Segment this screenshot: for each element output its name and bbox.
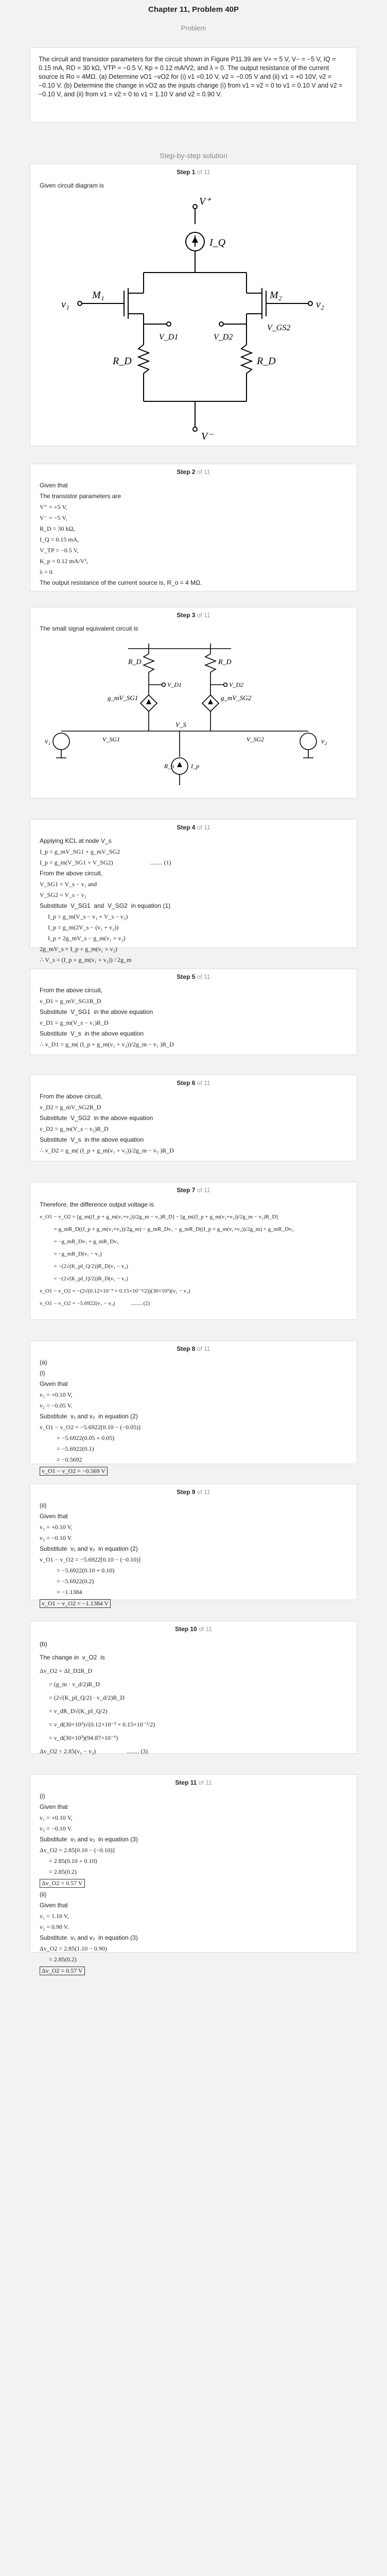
problem-heading: Problem [181,24,206,32]
current-source-arrow-icon [177,762,182,767]
vd2-label: V_D2 [214,333,233,342]
answer-box: v_O1 − v_O2 = −0.569 V [40,1467,108,1476]
v1-label: v₁ [61,299,69,310]
vplus-label: V⁺ [199,196,211,207]
step-title: Step 3 of 11 [177,612,210,619]
step-title: Step 10 of 11 [175,1625,212,1633]
answer-box: Δv_O2 = 0.57 V [40,1879,85,1888]
step-title: Step 11 of 11 [175,1779,212,1786]
vs-label: V_S [175,721,186,728]
dep-source-arrow-icon [208,699,213,704]
step-intro: Given circuit diagram is [40,182,104,189]
vminus-label: V⁻ [201,431,213,442]
step-title: Step 7 of 11 [177,1187,210,1194]
page-title: Chapter 11, Problem 40P [148,5,239,14]
iq-label: I_Q [209,237,226,248]
small-signal-circuit [41,638,349,793]
gm2-label: g_mV_SG2 [221,694,252,702]
gm1-label: g_mV_SG1 [108,694,138,702]
v1-label: v₁ [45,738,51,745]
step-card-2: Step 2 of 11 Given that The transistor parameters are V⁺ = +5 V, V⁻ = −5 V, R_D = 30 kΩ, I_Q = 0.15 mA, V_TP = −0.5 V, K_p = 0.12 mA/V², λ = 0. The output resistance of the current source is, R_o = 4 MΩ. [30,464,357,591]
problem-text: The circuit and transistor parameters for the circuit shown in Figure P11.39 are V+ = 5 V, V− = −5 V, IQ = 0.15 mA, RD = 30 kΩ, VTP = −0.5 V, Kp = 0.12 mA/V2, and λ = 0. The output resistance of the current source is Ro = 4MΩ. (a) Determine vO1 −vO2 for (i) v1 =0.10 V, v2 = −0.05 V and (ii) v1 = +0 10V, v2 = −0.10 V. (b) Determine the change in vO2 as the inputs change (i) from v1 = v2 = 0 to v1 = 0.10 V and v2 = −0.10 V, and (ii) from v1 = v2 = 0 to v1 = 1.10 V and v2 = 0.90 V. [39,56,343,98]
step-card-3 [30,607,357,799]
step-title: Step 6 of 11 [177,1079,210,1087]
step-title: Step 8 of 11 [177,1345,210,1352]
step-card-1 [30,164,357,446]
answer-box: v_O1 − v_O2 = −1.1384 V [40,1599,111,1608]
step-card-9: Step 9 of 11 (ii) Given that v₁ = +0.10 V, v₂ = −0.10 V. Substitute v₁ and v₂ in equation (2) v_O1 − v_O2 = −5.6922[0.10 − (−0.10)] = −5.6922(0.10 + 0.10) = −5.6922(0.2) = −1.1384 v_O1 − v_O2 = −1.1384 V [30,1484,357,1600]
vsg1-label: V_SG1 [102,736,120,743]
step-card-4: Step 4 of 11 Applying KCL at node V_s I_p = g_mV_SG1 + g_mV_SG2 I_p = g_m(V_SG1 + V_SG2) ........ (1) From the above circuit, V_SG1 = V_s − v₁ and V_SG2 = V_s − v₂ Substitute V_SG1 and V_SG2 in equation (1) I_p = g_m(V_s − v₁ + V_s − v₂) I_p = g_m(2V_s − (v₁ + v₂)) I_p = 2g_mV_s − g_m(v₁ + v₂) 2g_mV_s = I_p + g_m(v₁ + v₂) ∴ V_s = (I_p + g_m(v₁ + v₂)) / 2g_m [30,819,357,948]
ro-label: R_o [164,762,174,770]
vsg2-label: V_SG2 [247,736,264,743]
m1-label: M₁ [92,290,104,301]
rd-left-label: R_D [113,355,132,367]
v2-label: v₂ [316,299,324,310]
rd1-label: R_D [128,658,142,666]
step-title: Step 2 of 11 [177,468,210,476]
step-title: Step 1 of 11 [177,168,210,176]
answer-box: Δv_O2 = 0.57 V [40,1967,85,1975]
solution-heading: Step-by-step solution [160,151,227,160]
step-card-8: Step 8 of 11 (a) (i) Given that v₁ = +0.10 V, v₂ = −0.05 V. Substitute v₁ and v₂ in equation (2) v_O1 − v_O2 = −5.6922[0.10 − (−0.05)] = −5.6922(0.05 + 0.05) = −5.6922(0.1) = −0.5692 v_O1 − v_O2 = −0.569 V [30,1341,357,1464]
rd-right-label: R_D [257,355,276,367]
step-title: Step 9 of 11 [177,1488,210,1496]
circuit-diagram [61,195,329,443]
step-card-10: Step 10 of 11 (b) The change in v_O2 is Δv_O2 = ΔI_D2R_D = (g_m · v_d/2)R_D = (2√(K_pI_Q/2) · v_d/2)R_D = v_dR_D√(K_pI_Q/2) = v_d(30×10³)√(0.12×10⁻³ × 0.15×10⁻³/2) = v_d(30×10³)(94.87×10⁻⁶) Δv_O2 = 2.85(v₁ − v₂) ........ (3) [30,1621,357,1754]
current-arrow-icon [192,236,198,243]
vd1-label: V_D1 [159,333,179,342]
step-card-7: Step 7 of 11 Therefore, the difference output voltage is v_O1 − v_O2 = [g_m((I_p + g_m(v₁+v₂))/2g_m − v₁)R_D] − [g_m((I_p + g_m(v₁+v₂))/2g_m − v₂)R_D] = g_mR_D((I_p + g_m(v₁+v₂))/2g_m) − g_mR_Dv₁ − g_mR_D((I_p + g_m(v₁+v₂))/2g_m) + g_mR_Dv₂ = −g_mR_Dv₁ + g_mR_Dv₂ = −g_mR_D(v₁ − v₂) = −(2√(K_pI_Q/2))R_D(v₁ − v₂) = −(2√(K_pI_Q/2))R_D(v₁ − v₂) v_O1 − v_O2 = −(2√(0.12×10⁻³ × 0.15×10⁻³/2))(30×10³)(v₁ − v₂) v_O1 − v_O2 = −5.6922(v₁ − v₂) ........ (2) [30,1182,357,1320]
problem-statement [30,47,357,123]
vgs2-label: V_GS2 [267,324,291,332]
vd1-label: V_D1 [167,681,182,688]
page-header [0,0,387,45]
step-card-6: Step 6 of 11 From the above circuit, v_D2 = g_mV_SG2R_D Substitute V_SG2 in the above equation v_D2 = g_m(V_s − v₂)R_D Substitute V_s in the above equation ∴ v_D2 = g_m( (I_p + g_m(v₁ + v₂))/2g_m − v₂ )R_D [30,1075,357,1161]
step-card-11: Step 11 of 11 (i) Given that v₁ = +0.10 V, v₂ = −0.10 V. Substitute v₁ and v₂ in equation (3) Δv_O2 = 2.85[0.10 − (−0.10)] = 2.85(0.10 + 0.10) = 2.85(0.2) Δv_O2 = 0.57 V (ii) Given that v₁ = 1.10 V, v₂ = 0.90 V. Substitute v₁ and v₂ in equation (3) Δv_O2 = 2.85(1.10 − 0.90) = 2.85(0.2) Δv_O2 = 0.57 V [30,1774,357,1953]
dep-source-arrow-icon [146,699,151,704]
m2-label: M₂ [270,290,282,301]
rd2-label: R_D [218,658,232,666]
step-card-5: Step 5 of 11 From the above circuit, v_D1 = g_mV_SG1R_D Substitute V_SG1 in the above equation v_D1 = g_m(V_s − v₁)R_D Substitute V_s in the above equation ∴ v_D1 = g_m( (I_p + g_m(v₁ + v₂))/2g_m − v₁ )R_D [30,969,357,1055]
step-title: Step 5 of 11 [177,973,210,980]
step-intro: The small signal equivalent circuit is [40,625,138,632]
v2-label: v₂ [321,738,327,745]
step-title: Step 4 of 11 [177,824,210,831]
vd2-label: V_D2 [229,681,243,688]
ip-label: I_p [191,762,199,770]
